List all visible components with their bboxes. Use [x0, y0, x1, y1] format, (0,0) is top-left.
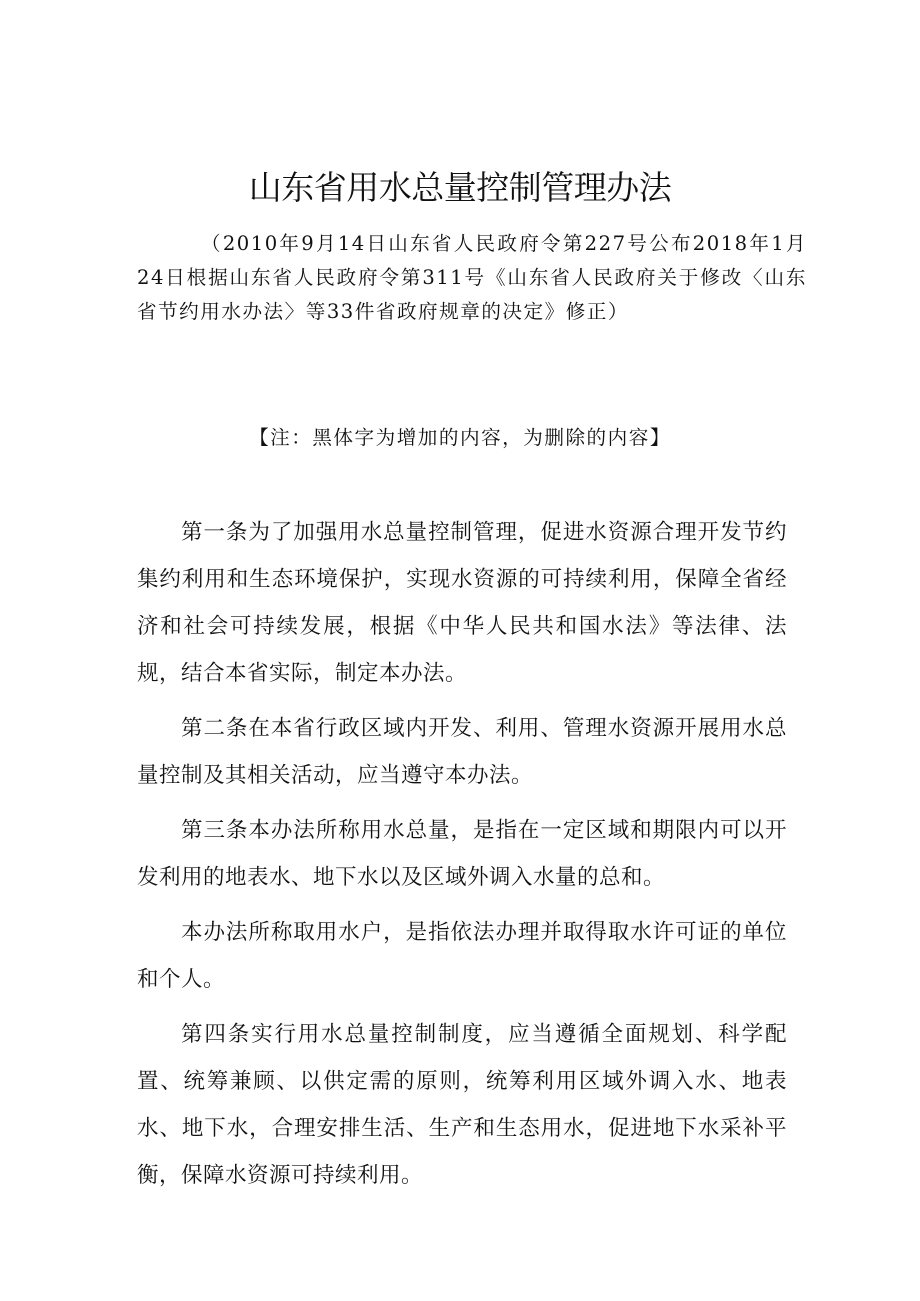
document-title: 山东省用水总量控制管理办法: [248, 168, 672, 207]
articles-body: [137, 509, 787, 1207]
article-paragraph: 第二条在本省行政区域内开发、利用、管理水资源开展用水总量控制及其相关活动，应当遵守本办法。: [137, 716, 787, 788]
article-paragraph: 第三条本办法所称用水总量，是指在一定区域和期限内可以开发利用的地表水、地下水以及区域外调入水量的总和。: [137, 818, 787, 890]
document-preamble: （2010年9月14日山东省人民政府令第227号公布2018年1月24日根据山东省人民政府令第311号《山东省人民政府关于修改〈山东省节约用水办法〉等33件省政府规章的决定》修正）: [137, 232, 807, 323]
editor-note: 【注：黑体字为增加的内容，为删除的内容】: [249, 426, 671, 449]
article-paragraph: 本办法所称取用水户，是指依法办理并取得取水许可证的单位和个人。: [137, 920, 787, 992]
article-paragraph: 第一条为了加强用水总量控制管理，促进水资源合理开发节约集约利用和生态环境保护，实现水资源的可持续利用，保障全省经济和社会可持续发展，根据《中华人民共和国水法》等法律、法规，结合本省实际，制定本办法。: [137, 520, 787, 686]
article-paragraph: 第四条实行用水总量控制制度，应当遵循全面规划、科学配置、统筹兼顾、以供定需的原则，统筹利用区域外调入水、地表水、地下水，合理安排生活、生产和生态用水，促进地下水采补平衡，保障水资源可持续利用。: [137, 1022, 787, 1188]
